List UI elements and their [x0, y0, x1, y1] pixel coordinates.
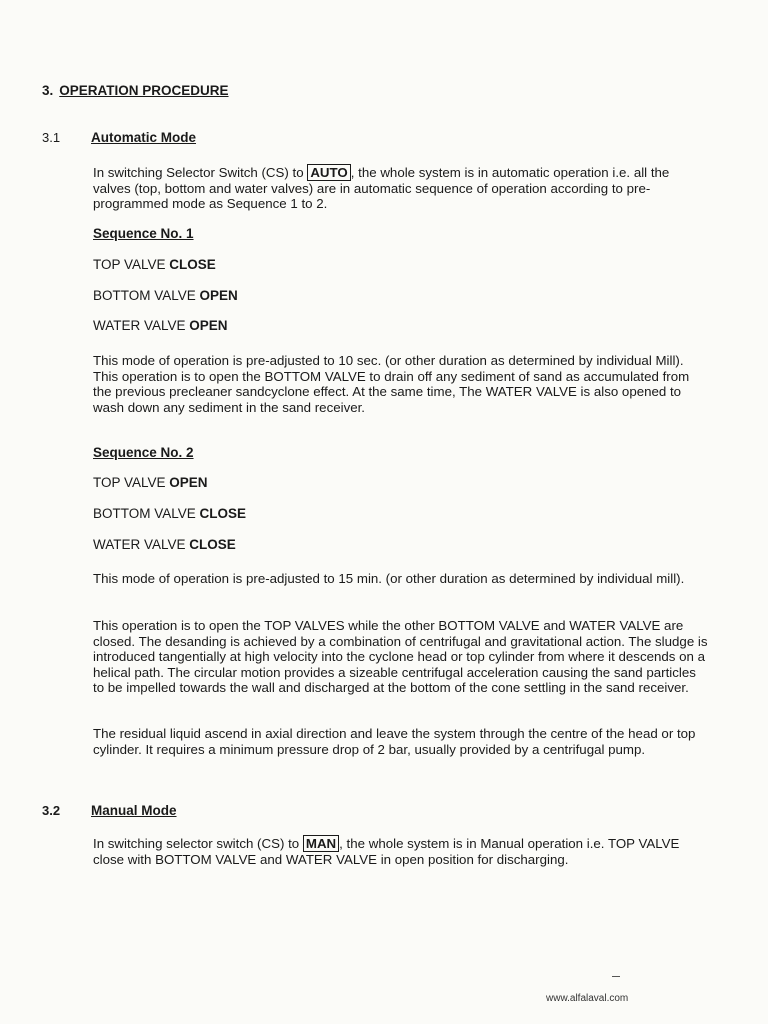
section-title-manual: Manual Mode: [91, 803, 177, 818]
seq1-bottom-valve: BOTTOM VALVE OPEN: [93, 288, 238, 303]
seq2-description: This mode of operation is pre-adjusted to 15 min. (or other duration as determined by individual mill).: [93, 571, 685, 586]
seq1-top-valve: TOP VALVE CLOSE: [93, 257, 216, 272]
footer-url: www.alfalaval.com: [546, 993, 629, 1004]
seq1-water-valve: WATER VALVE OPEN: [93, 318, 228, 333]
seq2-top-valve: TOP VALVE OPEN: [93, 475, 208, 490]
seq2-bottom-valve: BOTTOM VALVE CLOSE: [93, 506, 247, 521]
main-heading: [42, 83, 229, 98]
section-title-automatic: Automatic Mode: [91, 130, 197, 145]
section-number-3-2: 3.2: [42, 803, 61, 818]
seq1-description: This mode of operation is pre-adjusted to 10 sec. (or other duration as determined by individual Mill). This operation is to open the BOTTOM VALVE to drain off any sediment of sand as accumulated from the previous precleaner sandcyclone effect. At the same time, The WATER VALVE is also opened to wash down any sediment in the sand receiver.: [93, 353, 690, 415]
manual-intro: In switching selector switch (CS) to MAN , the whole system is in Manual operation i.e. TOP VALVE close with BOTTOM VALVE and WATER VALVE in open position for discharging.: [93, 836, 680, 867]
auto-boxed-label: AUTO: [307, 164, 350, 181]
automatic-intro: In switching Selector Switch (CS) to AUTO , the whole system is in automatic operation i.e. all the valves (top, bottom and water valves) are in automatic sequence of operation according to pre-programmed mode as Sequence 1 to 2.: [93, 165, 670, 211]
man-boxed-label: MAN: [303, 835, 339, 852]
scan-mark: [612, 976, 620, 977]
seq2-residual: The residual liquid ascend in axial direction and leave the system through the centre of the head or top cylinder. It requires a minimum pressure drop of 2 bar, usually provided by a centrifugal pump.: [93, 726, 696, 757]
seq2-water-valve: WATER VALVE CLOSE: [93, 537, 236, 552]
section-number-3-1: 3.1: [42, 130, 61, 145]
sequence-2-title: Sequence No. 2: [93, 445, 194, 460]
heading-title: OPERATION PROCEDURE: [59, 83, 229, 98]
heading-number: 3.: [42, 83, 54, 98]
sequence-1-title: Sequence No. 1: [93, 226, 194, 241]
seq2-desanding: This operation is to open the TOP VALVES while the other BOTTOM VALVE and WATER VALVE are closed. The desanding is achieved by a combination of centrifugal and gravitational action. The sludge is introduced tangentially at high velocity into the cyclone head or top cylinder from where it descends on a helical path. The circular motion provides a sizeable centrifugal acceleration causing the sand particles to be impelled towards the wall and discharged at the bottom of the cone settling in the sand receiver.: [93, 618, 708, 695]
